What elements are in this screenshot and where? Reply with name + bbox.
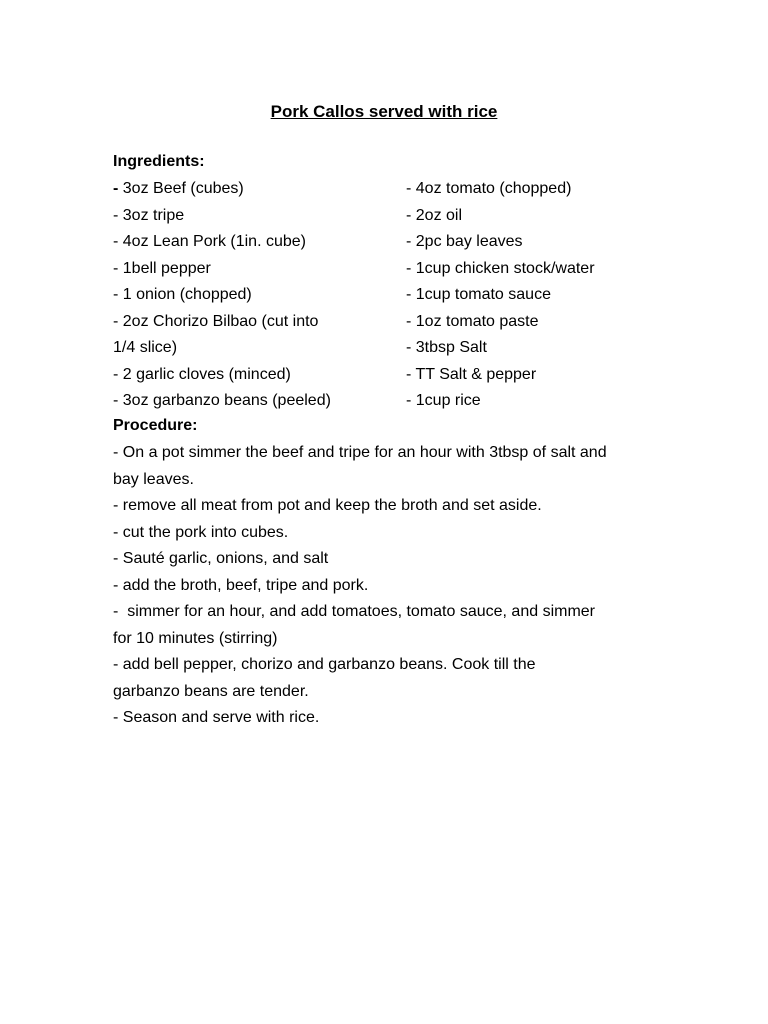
ingredient-item: - 3tbsp Salt	[406, 339, 487, 356]
ingredient-item: - 4oz Lean Pork (1in. cube)	[113, 233, 306, 250]
procedure-line: - add the broth, beef, tripe and pork.	[113, 576, 369, 594]
ingredients-heading: Ingredients:	[113, 153, 205, 170]
ingredient-item-continuation: 1/4 slice)	[113, 339, 178, 356]
procedure-line: - Season and serve with rice.	[113, 709, 320, 726]
ingredient-item: - 2 garlic cloves (minced)	[113, 365, 291, 383]
ingredient-item: - 1cup chicken stock/water	[406, 259, 595, 277]
ingredients-right-column	[406, 176, 666, 415]
procedure-line: garbanzo beans are tender.	[113, 682, 309, 700]
ingredient-item: - 3oz Beef (cubes)	[113, 180, 244, 197]
ingredient-item: - 1cup rice	[406, 392, 481, 409]
ingredient-item: - 1bell pepper	[113, 259, 211, 277]
ingredient-item: - TT Salt & pepper	[406, 365, 537, 383]
procedure-line: - add bell pepper, chorizo and garbanzo beans. Cook till the	[113, 656, 536, 673]
procedure-line: bay leaves.	[113, 470, 194, 488]
ingredient-item: - 2oz oil	[406, 206, 463, 224]
ingredients-left-column	[113, 176, 393, 415]
procedure-line: - simmer for an hour, and add tomatoes, tomato sauce, and simmer	[113, 603, 595, 620]
procedure-line: - cut the pork into cubes.	[113, 523, 289, 541]
ingredient-item: - 2oz Chorizo Bilbao (cut into	[113, 312, 319, 330]
ingredient-item: - 2pc bay leaves	[406, 233, 523, 250]
ingredient-item: - 3oz garbanzo beans (peeled)	[113, 392, 331, 409]
recipe-title: Pork Callos served with rice	[270, 102, 498, 121]
ingredient-item: - 1oz tomato paste	[406, 312, 539, 330]
procedure-line: - On a pot simmer the beef and tripe for an hour with 3tbsp of salt and	[113, 444, 607, 461]
procedure-line: - remove all meat from pot and keep the broth and set aside.	[113, 497, 542, 514]
procedure-list	[113, 440, 673, 732]
procedure-line: for 10 minutes (stirring)	[113, 629, 278, 647]
ingredient-item: - 3oz tripe	[113, 206, 185, 224]
ingredient-item: - 1 onion (chopped)	[113, 286, 252, 303]
procedure-heading: Procedure:	[113, 417, 198, 434]
ingredient-item: - 1cup tomato sauce	[406, 286, 551, 303]
procedure-line: - Sauté garlic, onions, and salt	[113, 550, 329, 567]
bold-dash: -	[113, 180, 119, 197]
ingredient-item: - 4oz tomato (chopped)	[406, 180, 572, 197]
